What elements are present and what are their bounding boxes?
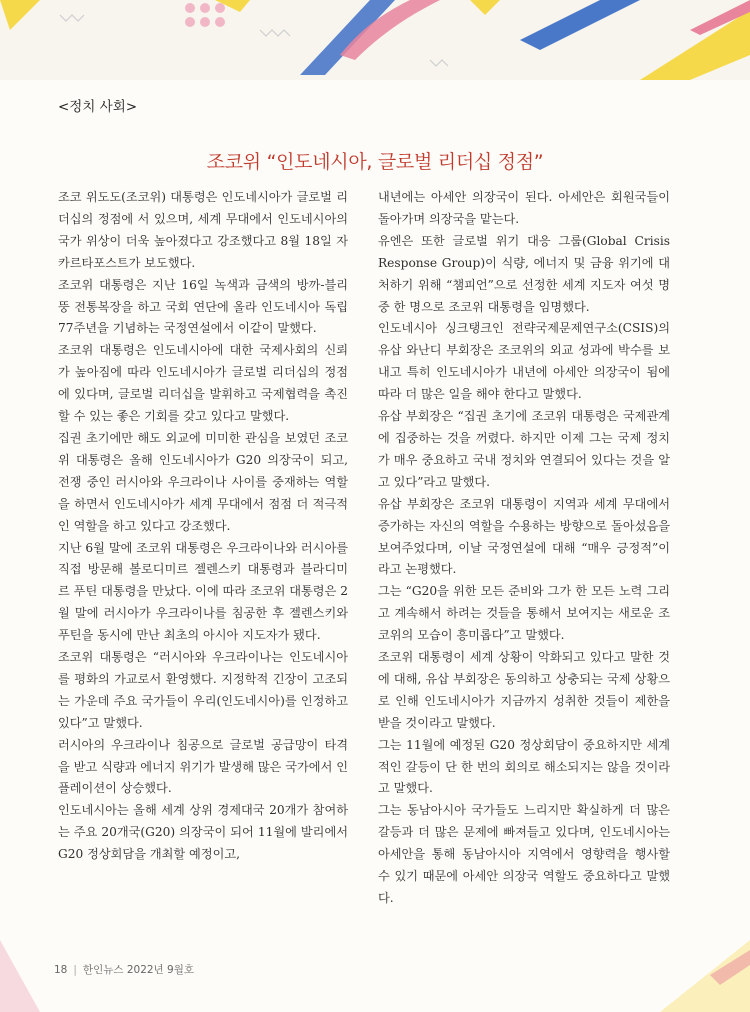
paragraph: 조코위 대통령이 세계 상황이 악화되고 있다고 말한 것에 대해, 유삽 부회장은 동의하고 상충되는 국제 상황으로 인해 인도네시아가 지금까지 성취한 것들이 제한을 받을 것이라고 말했다. <box>378 650 670 730</box>
publication-name: 한인뉴스 2022년 9월호 <box>82 964 194 976</box>
paragraph: 인도네시아 싱크탱크인 전략국제문제연구소(CSIS)의 유삽 와난디 부회장은 조코위의 외교 성과에 박수를 보내고 특히 인도네시아가 내년에 아세안 의장국이 됨에 따라 더 많은 일을 해야 한다고 말했다. <box>378 321 670 402</box>
left-column <box>58 187 348 866</box>
paragraph: 집권 초기에만 해도 외교에 미미한 관심을 보였던 조코위 대통령은 올해 인도네시아가 G20 의장국이 되고, 전쟁 중인 러시아와 우크라이나 사이를 중재하는 역할을 하면서 인도네시아가 세계 무대에서 점점 더 적극적인 역할을 하고 있다고 강조했다. <box>58 430 348 533</box>
paragraph: 유삽 부회장은 조코위 대통령이 지역과 세계 무대에서 증가하는 자신의 역할을 수용하는 방향으로 돌아섰음을 보여주었다며, 이날 국정연설에 대해 “매우 긍정적”이라고 논평했다. <box>378 496 670 577</box>
paragraph: 인도네시아는 올해 세계 상위 경제대국 20개가 참여하는 주요 20개국(G20) 의장국이 되어 11월에 발리에서 G20 정상회담을 개최할 예정이고, <box>58 803 348 862</box>
paragraph: 유삽 부회장은 “집권 초기에 조코위 대통령은 국제관계에 집중하는 것을 꺼렸다. 하지만 이제 그는 국제 정치가 매우 중요하고 국내 정치와 연결되어 있다는 것을 알고 있다”라고 말했다. <box>378 409 670 489</box>
paragraph: 내년에는 아세안 의장국이 된다. 아세안은 회원국들이 돌아가며 의장국을 맡는다. <box>378 190 670 226</box>
paragraph: 조코위 대통령은 지난 16일 녹색과 금색의 방까-블리뚱 전통복장을 하고 국회 연단에 올라 인도네시아 독립 77주년을 기념하는 국정연설에서 이같이 말했다. <box>58 277 348 336</box>
paragraph: 유엔은 또한 글로벌 위기 대응 그룹(Global Crisis Response Group)이 식량, 에너지 및 금융 위기에 대처하기 위해 “챔피언”으로 선정한 세계 지도자 여섯 명 중 한 명으로 조코위 대통령을 임명했다. <box>378 233 670 314</box>
right-column <box>378 187 670 910</box>
page-footer <box>54 962 194 977</box>
section-label: <정치 사회> <box>58 99 138 115</box>
paragraph: 그는 동남아시아 국가들도 느리지만 확실하게 더 많은 갈등과 더 많은 문제에 빠져들고 있다며, 인도네시아는 아세안을 통해 동남아시아 지역에서 영향력을 행사할 수 있기 때문에 아세안 의장국 역할도 중요하다고 말했다. <box>378 803 670 905</box>
paragraph: 지난 6월 말에 조코위 대통령은 우크라이나와 러시아를 직접 방문해 볼로디미르 젤렌스키 대통령과 블라디미르 푸틴 대통령을 만났다. 이에 따라 조코위 대통령은 2월 말에 러시아가 우크라이나를 침공한 후 젤렌스키와 푸틴을 동시에 만난 최초의 아시아 지도자가 됐다. <box>58 540 349 643</box>
footer-divider: | <box>73 964 77 976</box>
paragraph: 그는 11월에 예정된 G20 정상회담이 중요하지만 세계적인 갈등이 단 한 번의 회의로 해소되지는 않을 것이라고 말했다. <box>378 737 670 796</box>
paragraph: 러시아의 우크라이나 침공으로 글로벌 공급망이 타격을 받고 식량과 에너지 위기가 발생해 많은 국가에서 인플레이션이 상승했다. <box>58 737 349 796</box>
page-number: 18 <box>54 964 68 976</box>
paragraph: 조코 위도도(조코위) 대통령은 인도네시아가 글로벌 리더십의 정점에 서 있으며, 세계 무대에서 인도네시아의 국가 위상이 더욱 높아졌다고 강조했다고 8월 18일 자카르타포스트가 보도했다. <box>58 190 348 270</box>
paragraph: 조코위 대통령은 “러시아와 우크라이나는 인도네시아를 평화의 가교로서 환영했다. 지정학적 긴장이 고조되는 가운데 주요 국가들이 우리(인도네시아)를 인정하고 있다”고 말했다. <box>58 650 348 730</box>
paragraph: 그는 “G20을 위한 모든 준비와 그가 한 모든 노력 그리고 계속해서 하려는 것들을 통해서 보여지는 새로운 조코위의 모습이 흥미롭다”고 말했다. <box>378 584 670 643</box>
article-title: 조코위 “인도네시아, 글로벌 리더십 정점” <box>206 151 544 173</box>
paragraph: 조코위 대통령은 인도네시아에 대한 국제사회의 신뢰가 높아짐에 따라 인도네시아가 글로벌 리더십의 정점에 있다며, 글로벌 리더십을 발휘하고 국제협력을 촉진할 수 있는 좋은 기회를 갖고 있다고 말했다. <box>58 343 348 424</box>
